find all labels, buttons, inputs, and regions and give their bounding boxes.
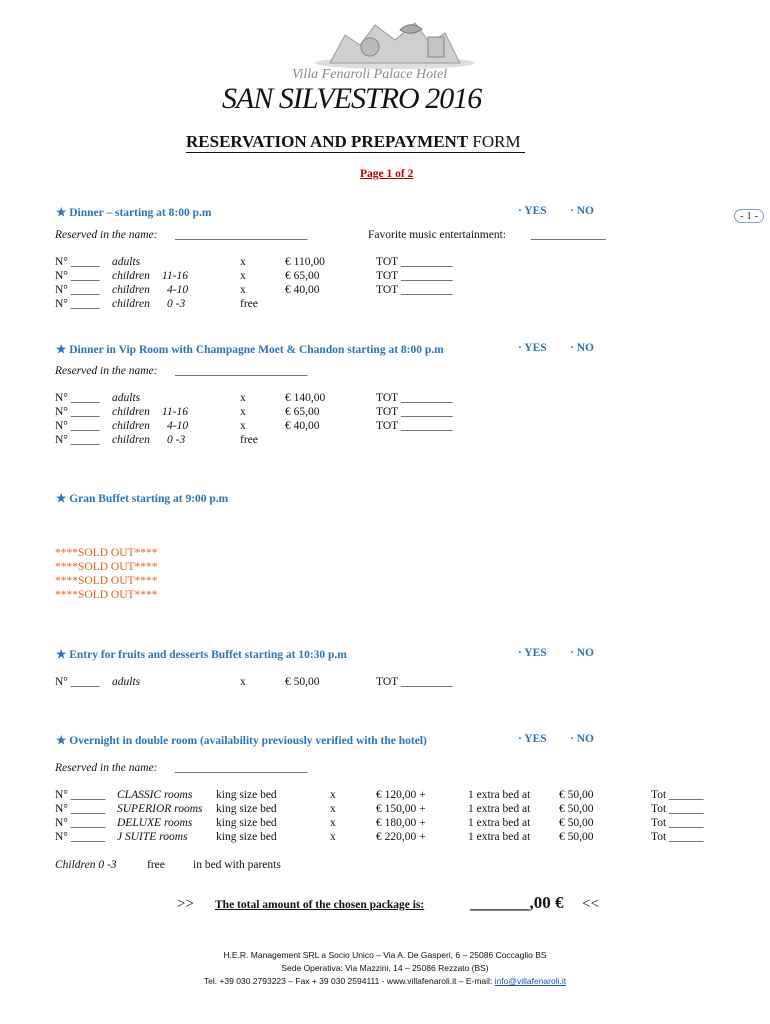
room-row-n[interactable]: N° ______ <box>55 789 106 801</box>
vip-row-age: 11-16 <box>162 406 188 418</box>
form-title <box>186 132 525 153</box>
vip-row-price: € 65,00 <box>285 406 320 418</box>
page-indicator: Page 1 of 2 <box>360 168 414 180</box>
room-row-n[interactable]: N° ______ <box>55 803 106 815</box>
room-row-price: € 120,00 + <box>376 789 426 801</box>
vip-row-price: € 40,00 <box>285 420 320 432</box>
dinner-row-tot[interactable]: TOT _________ <box>376 256 453 268</box>
room-row-n[interactable]: N° ______ <box>55 831 106 843</box>
logo-text: Villa Fenaroli Palace Hotel <box>292 67 448 82</box>
room-row-extra: 1 extra bed at <box>468 831 531 843</box>
vip-row-who: children <box>112 434 150 446</box>
room-row-tot[interactable]: Tot ______ <box>651 831 704 843</box>
room-row-bed: king size bed <box>216 831 277 843</box>
dinner-row-n[interactable]: N° _____ <box>55 256 100 268</box>
room-row-x: x <box>330 803 336 815</box>
total-label: The total amount of the chosen package is: <box>215 899 425 911</box>
room-row-extra-price: € 50,00 <box>559 817 594 829</box>
fruits-yes-option[interactable]: · YES <box>518 647 547 659</box>
dinner-row-who: children <box>112 270 150 282</box>
total-arrows-right: << <box>582 896 599 912</box>
footer-contacts-text: Tel. +39 030 2793223 – Fax + 39 030 2594111 - www.villafenaroli.it – E-mail: <box>203 976 495 986</box>
overnight-heading-text: Overnight in double room (availability previously verified with the hotel) <box>69 735 427 747</box>
dinner-no-option[interactable]: · NO <box>570 205 594 217</box>
overnight-reserved-label: Reserved in the name: <box>55 762 158 774</box>
vip-row-who: children <box>112 420 150 432</box>
footer-contacts <box>0 976 770 986</box>
footer-office: Sede Operativa: Via Mazzini, 14 – 25086 Rezzato (BS) <box>281 963 489 973</box>
sold-out-label: ****SOLD OUT**** <box>55 561 158 573</box>
total-arrows-left: >> <box>177 896 194 912</box>
vip-row-tot[interactable]: TOT _________ <box>376 392 453 404</box>
overnight-reserved-field[interactable]: _______________________ <box>175 762 308 774</box>
fruits-heading-text: Entry for fruits and desserts Buffet starting at 10:30 p.m <box>69 649 347 661</box>
dinner-row-who: children <box>112 298 150 310</box>
sold-out-label: ****SOLD OUT**** <box>55 575 158 587</box>
dinner-row-x: x <box>240 270 246 282</box>
dinner-heading-text: Dinner – starting at 8:00 p.m <box>69 207 212 219</box>
vip-row-who: children <box>112 406 150 418</box>
total-amount: ,00 € <box>529 893 564 912</box>
email-link[interactable]: info@villafenaroli.it <box>494 976 567 986</box>
vip-yes-option[interactable]: · YES <box>518 342 547 354</box>
room-row-price: € 180,00 + <box>376 817 426 829</box>
room-row-type: CLASSIC rooms <box>117 789 193 801</box>
dinner-row-x: x <box>240 284 246 296</box>
event-title: SAN SILVESTRO 2016 <box>222 82 482 115</box>
dinner-row-n[interactable]: N° _____ <box>55 284 100 296</box>
vip-row-tot[interactable]: TOT _________ <box>376 420 453 432</box>
children-label: Children 0 -3 <box>55 859 117 871</box>
music-label: Favorite music entertainment: <box>368 229 506 241</box>
room-row-x: x <box>330 817 336 829</box>
vip-heading-text: Dinner in Vip Room with Champagne Moet & Chandon starting at 8:00 p.m <box>69 344 444 356</box>
vip-row-n[interactable]: N° _____ <box>55 392 100 404</box>
room-row-tot[interactable]: Tot ______ <box>651 803 704 815</box>
fruits-row-who: adults <box>112 676 141 688</box>
vip-row-n[interactable]: N° _____ <box>55 420 100 432</box>
vip-row-x: x <box>240 420 246 432</box>
vip-row-price: € 140,00 <box>285 392 326 404</box>
dinner-row-x: x <box>240 256 246 268</box>
dinner-row-free: free <box>240 298 258 310</box>
fruits-row-n[interactable]: N° _____ <box>55 676 100 688</box>
room-row-bed: king size bed <box>216 817 277 829</box>
crest-icon <box>300 15 490 75</box>
dinner-row-tot[interactable]: TOT _________ <box>376 270 453 282</box>
form-title-bold: RESERVATION AND PREPAYMENT <box>186 132 469 151</box>
fruits-no-option[interactable]: · NO <box>570 647 594 659</box>
room-row-tot[interactable]: Tot ______ <box>651 789 704 801</box>
page-badge: - 1 - <box>734 209 764 223</box>
dinner-row-who: adults <box>112 256 141 268</box>
room-row-n[interactable]: N° ______ <box>55 817 106 829</box>
vip-row-free: free <box>240 434 258 446</box>
sold-out-label: ****SOLD OUT**** <box>55 589 158 601</box>
children-note: in bed with parents <box>193 859 281 871</box>
sold-out-label: ****SOLD OUT**** <box>55 547 158 559</box>
room-row-x: x <box>330 831 336 843</box>
music-field[interactable]: _____________ <box>531 229 606 241</box>
vip-heading <box>56 342 444 356</box>
room-row-bed: king size bed <box>216 803 277 815</box>
dinner-row-price: € 65,00 <box>285 270 320 282</box>
form-title-rest: FORM <box>472 132 521 151</box>
dinner-row-who: children <box>112 284 150 296</box>
room-row-type: J SUITE rooms <box>117 831 188 843</box>
vip-row-tot[interactable]: TOT _________ <box>376 406 453 418</box>
overnight-heading <box>56 733 427 747</box>
star-icon: ★ <box>56 735 67 747</box>
room-row-type: DELUXE rooms <box>117 817 193 829</box>
dinner-heading <box>56 205 211 219</box>
vip-row-n[interactable]: N° _____ <box>55 406 100 418</box>
dinner-row-age: 0 -3 <box>167 298 186 310</box>
children-free: free <box>147 859 165 871</box>
dinner-row-age: 11-16 <box>162 270 188 282</box>
total-amount-field[interactable] <box>470 893 564 913</box>
room-row-price: € 150,00 + <box>376 803 426 815</box>
vip-row-x: x <box>240 406 246 418</box>
vip-row-who: adults <box>112 392 141 404</box>
star-icon: ★ <box>56 493 67 505</box>
fruits-heading <box>56 647 347 661</box>
vip-row-age: 4-10 <box>167 420 189 432</box>
vip-row-age: 0 -3 <box>167 434 186 446</box>
vip-row-x: x <box>240 392 246 404</box>
room-row-extra: 1 extra bed at <box>468 817 531 829</box>
star-icon: ★ <box>56 649 67 661</box>
dinner-yes-option[interactable]: · YES <box>518 205 547 217</box>
room-row-extra-price: € 50,00 <box>559 831 594 843</box>
total-blank: _______ <box>470 893 530 912</box>
footer-company: H.E.R. Management SRL a Socio Unico – Via A. De Gasperi, 6 – 25086 Coccaglio BS <box>223 950 547 960</box>
dinner-row-price: € 40,00 <box>285 284 320 296</box>
room-row-tot[interactable]: Tot ______ <box>651 817 704 829</box>
fruits-row-tot[interactable]: TOT _________ <box>376 676 453 688</box>
star-icon: ★ <box>56 344 67 356</box>
overnight-no-option[interactable]: · NO <box>570 733 594 745</box>
buffet-heading <box>56 491 228 505</box>
room-row-extra-price: € 50,00 <box>559 803 594 815</box>
dinner-row-price: € 110,00 <box>285 256 325 268</box>
overnight-yes-option[interactable]: · YES <box>518 733 547 745</box>
room-row-type: SUPERIOR rooms <box>117 803 203 815</box>
fruits-row-x: x <box>240 676 246 688</box>
dinner-row-n[interactable]: N° _____ <box>55 270 100 282</box>
vip-row-n[interactable]: N° _____ <box>55 434 100 446</box>
room-row-price: € 220,00 + <box>376 831 426 843</box>
room-row-extra: 1 extra bed at <box>468 789 531 801</box>
vip-no-option[interactable]: · NO <box>570 342 594 354</box>
dinner-row-age: 4-10 <box>167 284 189 296</box>
vip-reserved-field[interactable]: _______________________ <box>175 365 308 377</box>
room-row-extra-price: € 50,00 <box>559 789 594 801</box>
hotel-logo <box>292 15 490 85</box>
dinner-row-n[interactable]: N° _____ <box>55 298 100 310</box>
star-icon: ★ <box>56 207 67 219</box>
buffet-heading-text: Gran Buffet starting at 9:00 p.m <box>69 493 229 505</box>
vip-reserved-label: Reserved in the name: <box>55 365 158 377</box>
room-row-bed: king size bed <box>216 789 277 801</box>
room-row-x: x <box>330 789 336 801</box>
room-row-extra: 1 extra bed at <box>468 803 531 815</box>
dinner-row-tot[interactable]: TOT _________ <box>376 284 453 296</box>
fruits-row-price: € 50,00 <box>285 676 320 688</box>
dinner-reserved-label: Reserved in the name: <box>55 229 158 241</box>
dinner-reserved-field[interactable]: _______________________ <box>175 229 308 241</box>
